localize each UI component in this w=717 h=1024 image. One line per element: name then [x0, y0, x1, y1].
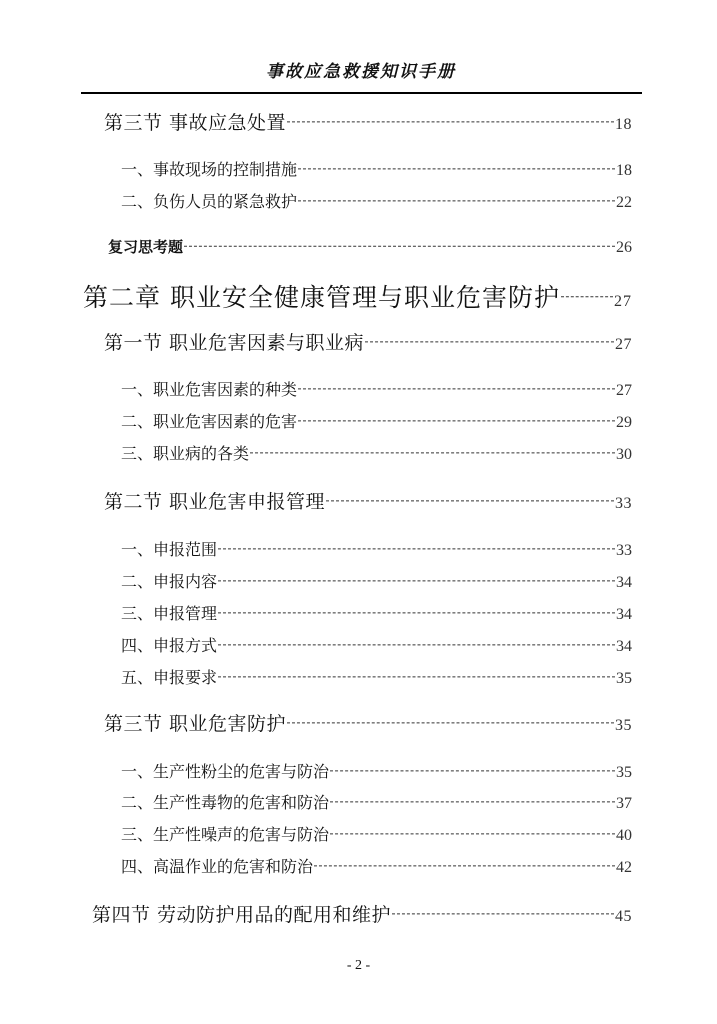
- toc-entry-section[interactable]: [104, 328, 632, 355]
- dot-leader: [392, 913, 614, 914]
- dot-leader: [218, 548, 615, 549]
- toc-entry-item[interactable]: [121, 569, 632, 592]
- toc-entry-section[interactable]: [92, 900, 632, 927]
- toc-entry-item[interactable]: [121, 601, 632, 624]
- toc-entry-section[interactable]: [104, 108, 632, 135]
- dot-leader: [330, 801, 615, 802]
- dot-leader: [330, 833, 615, 834]
- dot-leader: [218, 644, 615, 645]
- toc-entry-page: 27: [615, 336, 632, 353]
- toc-entry-page: 22: [616, 194, 632, 211]
- toc-entry-item[interactable]: [121, 377, 632, 400]
- toc-entry-page: 45: [615, 908, 632, 925]
- toc-entry-title: 二、生产性毒物的危害和防治: [121, 793, 330, 812]
- toc-entry-title: 二、申报内容: [121, 572, 218, 591]
- toc-entry-page: 18: [616, 162, 632, 179]
- dot-leader: [298, 388, 615, 389]
- toc-entry-page: 35: [616, 764, 632, 781]
- dot-leader: [218, 676, 615, 677]
- dot-leader: [561, 296, 613, 297]
- toc-entry-page: 18: [615, 116, 632, 133]
- dot-leader: [298, 420, 615, 421]
- dot-leader: [314, 865, 615, 866]
- toc-entry-title: 三、申报管理: [121, 604, 218, 623]
- toc-entry-page: 33: [616, 542, 632, 559]
- toc-entry-item[interactable]: [121, 409, 632, 432]
- toc-entry-item[interactable]: [121, 633, 632, 656]
- toc-entry-page: 35: [616, 670, 632, 687]
- toc-entry-title: 第四节 劳动防护用品的配用和维护: [92, 904, 392, 926]
- toc-entry-page: 42: [616, 859, 632, 876]
- toc-entry-page: 34: [616, 606, 632, 623]
- page-number: - 2 -: [346, 958, 371, 973]
- toc-entry-page: 40: [616, 827, 632, 844]
- dot-leader: [326, 500, 614, 501]
- dot-leader: [287, 722, 614, 723]
- dot-leader: [365, 341, 614, 342]
- toc-entry-item[interactable]: [121, 537, 632, 560]
- toc-entry-title: 一、生产性粉尘的危害与防治: [121, 762, 330, 781]
- toc-entry-item[interactable]: [121, 157, 632, 180]
- toc-entry-item[interactable]: [121, 665, 632, 688]
- toc-entry-item[interactable]: [121, 759, 632, 782]
- toc-entry-title: 第一节 职业危害因素与职业病: [104, 332, 365, 354]
- toc-entry-item[interactable]: [121, 790, 632, 813]
- toc-entry-title: 三、职业病的各类: [121, 444, 250, 463]
- dot-leader: [184, 246, 615, 247]
- toc-entry-item[interactable]: [121, 854, 632, 877]
- toc-entry-page: 29: [616, 414, 632, 431]
- toc-entry-title: 四、申报方式: [121, 636, 218, 655]
- toc-entry-page: 33: [615, 495, 632, 512]
- toc-entry-section[interactable]: [104, 487, 632, 514]
- toc-entry-page: 34: [616, 574, 632, 591]
- dot-leader: [330, 770, 615, 771]
- toc-entry-item[interactable]: [121, 822, 632, 845]
- toc-entry-title: 一、职业危害因素的种类: [121, 380, 298, 399]
- dot-leader: [298, 200, 615, 201]
- toc-entry-page: 27: [616, 382, 632, 399]
- header-rule: [81, 92, 642, 94]
- dot-leader: [218, 580, 615, 581]
- toc-entry-title: 复习思考题: [108, 238, 184, 256]
- toc-entry-title: 四、高温作业的危害和防治: [121, 857, 314, 876]
- toc-entry-page: 27: [614, 293, 632, 310]
- toc-entry-section[interactable]: [104, 709, 632, 736]
- toc-entry-page: 34: [616, 638, 632, 655]
- toc-entry-chapter[interactable]: [83, 278, 632, 314]
- toc-entry-title: 第三节 事故应急处置: [104, 112, 287, 134]
- toc-entry-page: 35: [615, 717, 632, 734]
- toc-entry-page: 26: [616, 239, 632, 256]
- dot-leader: [218, 612, 615, 613]
- running-header-title: 事故应急救援知识手册: [266, 62, 456, 82]
- toc-entry-title: 三、生产性噪声的危害与防治: [121, 825, 330, 844]
- toc-entry-title: 一、事故现场的控制措施: [121, 160, 298, 179]
- toc-entry-item[interactable]: [121, 189, 632, 212]
- toc-entry-title: 二、负伤人员的紧急救护: [121, 192, 298, 211]
- toc-entry-title: 第二节 职业危害申报管理: [104, 491, 326, 513]
- toc-entry-page: 37: [616, 795, 632, 812]
- toc-entry-title: 第二章 职业安全健康管理与职业危害防护: [83, 283, 560, 312]
- toc-entry-title: 第三节 职业危害防护: [104, 713, 287, 735]
- dot-leader: [250, 452, 615, 453]
- toc-entry-page: 30: [616, 446, 632, 463]
- dot-leader: [298, 168, 615, 169]
- toc-entry-title: 五、申报要求: [121, 668, 218, 687]
- dot-leader: [287, 121, 614, 122]
- toc-entry-title: 二、职业危害因素的危害: [121, 412, 298, 431]
- toc-entry-title: 一、申报范围: [121, 540, 218, 559]
- toc-entry-review[interactable]: [108, 236, 632, 257]
- toc-entry-item[interactable]: [121, 441, 632, 464]
